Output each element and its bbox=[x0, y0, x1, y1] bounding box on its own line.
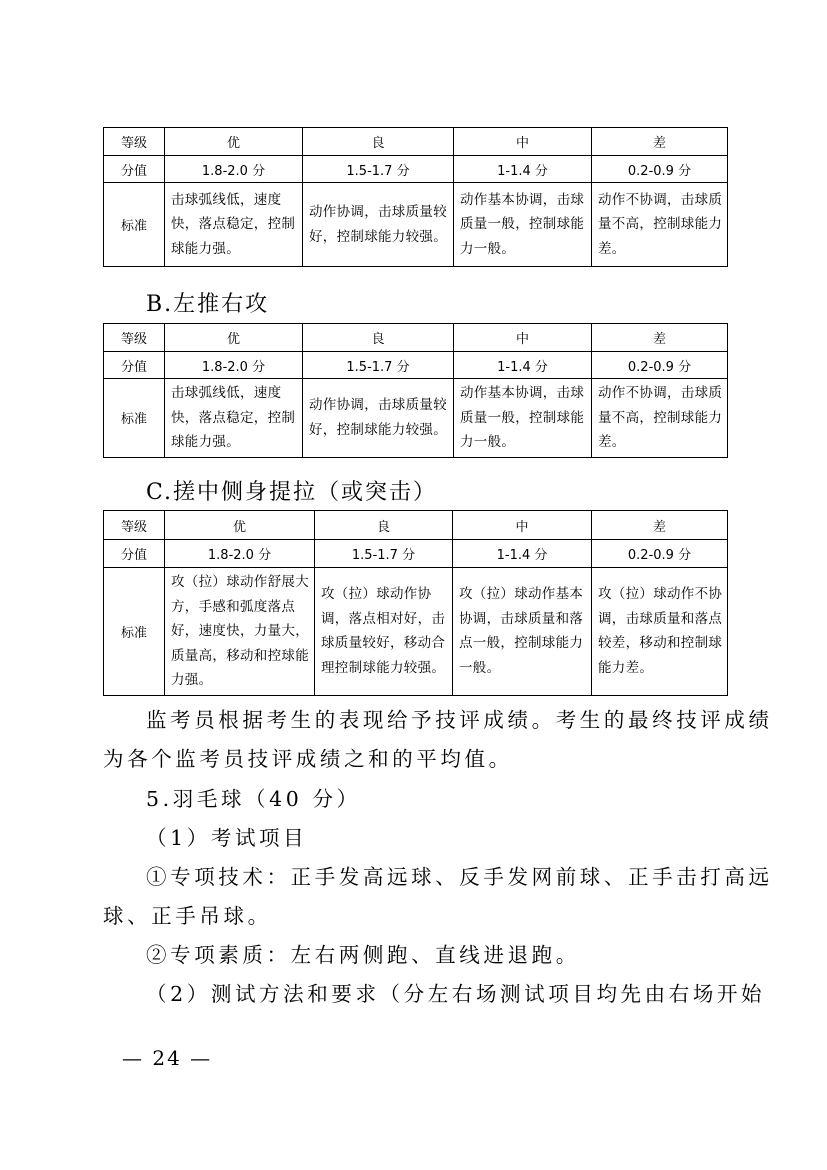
table-row bbox=[104, 568, 728, 696]
table-cell: 1-1.4 分 bbox=[454, 352, 592, 379]
table-cell: 0.2-0.9 分 bbox=[592, 540, 728, 568]
table-cell: 动作不协调，击球质量不高，控制球能力差。 bbox=[592, 183, 728, 267]
grading-table-c bbox=[103, 510, 728, 696]
table-cell: 良 bbox=[315, 511, 453, 540]
table-cell: 差 bbox=[592, 324, 728, 352]
grading-table-a bbox=[103, 127, 728, 267]
paragraph-line: 监考员根据考生的表现给予技评成绩。考生的最终技评成绩 bbox=[146, 708, 773, 732]
section-heading-c: C.搓中侧身提拉（或突击） bbox=[146, 480, 438, 505]
section-heading-badminton: 5.羽毛球（40 分） bbox=[146, 787, 361, 811]
table-cell: 标准 bbox=[104, 183, 165, 267]
table-cell: 1.8-2.0 分 bbox=[165, 352, 303, 379]
table-row bbox=[104, 352, 728, 379]
table-row bbox=[104, 511, 728, 540]
table-cell: 攻（拉）球动作舒展大方，手感和弧度落点好，速度快，力量大，质量高，移动和控球能力强。 bbox=[165, 568, 315, 696]
table-cell: 1-1.4 分 bbox=[453, 540, 592, 568]
table-cell: 等级 bbox=[104, 128, 165, 156]
table-cell: 标准 bbox=[104, 568, 165, 696]
table-cell: 0.2-0.9 分 bbox=[592, 156, 728, 183]
table-cell: 动作基本协调，击球质量一般，控制球能力一般。 bbox=[454, 183, 592, 267]
grading-table-b bbox=[103, 323, 728, 458]
table-cell: 标准 bbox=[104, 379, 165, 458]
table-cell: 1.5-1.7 分 bbox=[315, 540, 453, 568]
table-cell: 差 bbox=[592, 511, 728, 540]
table-cell: 攻（拉）球动作不协调，击球质量和落点较差，移动和控制球能力差。 bbox=[592, 568, 728, 696]
table-row bbox=[104, 379, 728, 458]
table-cell: 良 bbox=[303, 128, 454, 156]
table-cell: 中 bbox=[453, 511, 592, 540]
table-cell: 差 bbox=[592, 128, 728, 156]
table-cell: 等级 bbox=[104, 511, 165, 540]
table-cell: 中 bbox=[454, 128, 592, 156]
table-cell: 分值 bbox=[104, 540, 165, 568]
paragraph-line: 为各个监考员技评成绩之和的平均值。 bbox=[103, 747, 513, 771]
section-heading-b: B.左推右攻 bbox=[146, 292, 270, 317]
table-cell: 0.2-0.9 分 bbox=[592, 352, 728, 379]
table-cell: 1.8-2.0 分 bbox=[165, 156, 303, 183]
table-row bbox=[104, 156, 728, 183]
table-cell: 击球弧线低，速度快，落点稳定，控制球能力强。 bbox=[165, 183, 303, 267]
table-cell: 1.5-1.7 分 bbox=[303, 352, 454, 379]
page-number: — 24 — bbox=[122, 1046, 213, 1070]
paragraph-line: ②专项素质：左右两侧跑、直线进退跑。 bbox=[146, 943, 580, 967]
table-row bbox=[104, 128, 728, 156]
table-row bbox=[104, 540, 728, 568]
table-cell: 分值 bbox=[104, 352, 165, 379]
table-cell: 1.8-2.0 分 bbox=[165, 540, 315, 568]
table-cell: 动作协调，击球质量较好，控制球能力较强。 bbox=[303, 379, 454, 458]
table-cell: 分值 bbox=[104, 156, 165, 183]
table-cell: 1.5-1.7 分 bbox=[303, 156, 454, 183]
table-row bbox=[104, 324, 728, 352]
table-cell: 1-1.4 分 bbox=[454, 156, 592, 183]
table-cell: 良 bbox=[303, 324, 454, 352]
paragraph-line: 球、正手吊球。 bbox=[103, 904, 272, 928]
paragraph-line: ①专项技术：正手发高远球、反手发网前球、正手击打高远 bbox=[146, 865, 773, 889]
subsection-heading: （1）考试项目 bbox=[146, 826, 308, 850]
table-cell: 击球弧线低，速度快，落点稳定，控制球能力强。 bbox=[165, 379, 303, 458]
subsection-heading: （2）测试方法和要求（分左右场测试项目均先由右场开始 bbox=[146, 982, 766, 1006]
table-cell: 优 bbox=[165, 511, 315, 540]
table-row bbox=[104, 183, 728, 267]
table-cell: 优 bbox=[165, 324, 303, 352]
table-cell: 等级 bbox=[104, 324, 165, 352]
table-cell: 中 bbox=[454, 324, 592, 352]
table-cell: 优 bbox=[165, 128, 303, 156]
table-cell: 动作基本协调，击球质量一般，控制球能力一般。 bbox=[454, 379, 592, 458]
table-cell: 动作不协调，击球质量不高，控制球能力差。 bbox=[592, 379, 728, 458]
table-cell: 动作协调，击球质量较好，控制球能力较强。 bbox=[303, 183, 454, 267]
table-cell: 攻（拉）球动作协调，落点相对好，击球质量较好，移动合理控制球能力较强。 bbox=[315, 568, 453, 696]
table-cell: 攻（拉）球动作基本协调，击球质量和落点一般，控制球能力一般。 bbox=[453, 568, 592, 696]
